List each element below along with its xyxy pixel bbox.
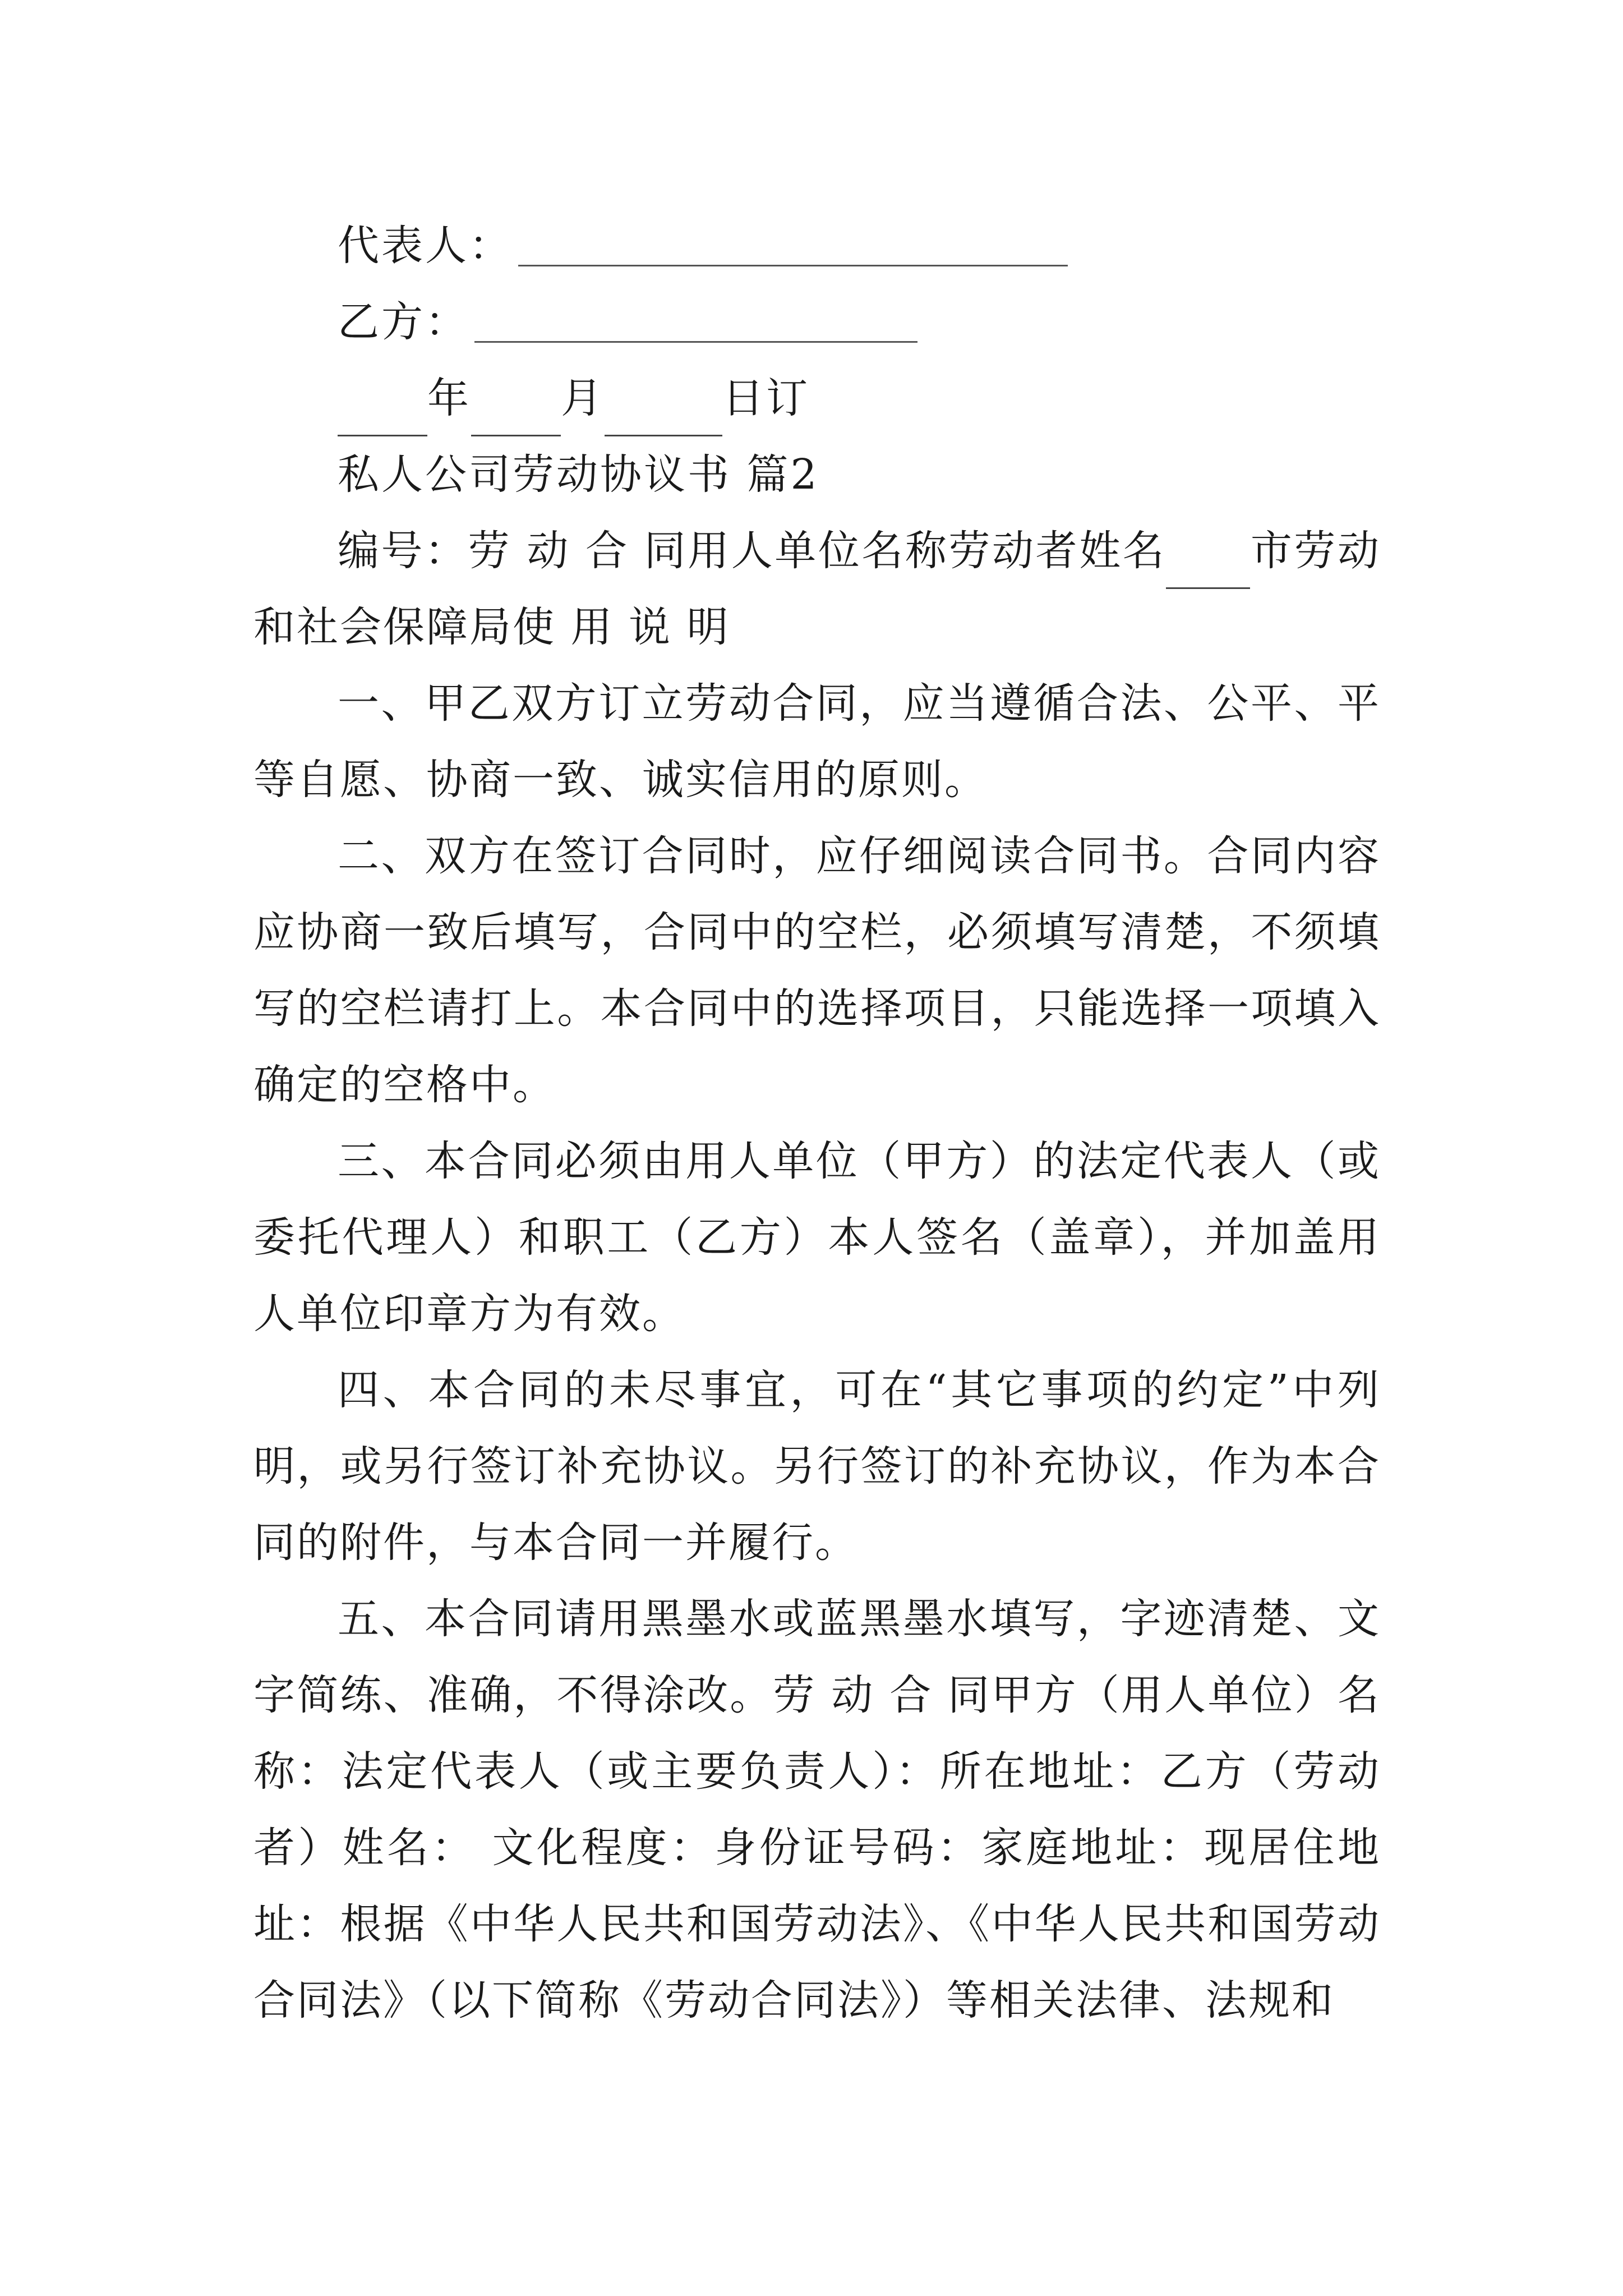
- intro-paragraph: [253, 513, 1381, 665]
- paragraph-1: 一、甲乙双方订立劳动合同，应当遵循合法、公平、平等自愿、协商一致、诚实信用的原则。: [253, 679, 1381, 804]
- day-label: 日订: [722, 374, 810, 422]
- party-b-label: 乙方：: [338, 298, 469, 346]
- representative-row: [253, 208, 1381, 284]
- document-page: [253, 208, 1381, 2039]
- representative-blank: [518, 226, 1068, 266]
- party-b-blank: [474, 302, 917, 343]
- month-blank: [471, 395, 561, 436]
- year-label: 年: [427, 374, 471, 422]
- intro-part1: 编号：劳 动 合 同用人单位名称劳动者姓名: [338, 527, 1166, 575]
- representative-label: 代表人：: [338, 222, 513, 270]
- section-heading: 私人公司劳动协议书 篇2: [338, 450, 819, 499]
- paragraph-5: 五、本合同请用黑墨水或蓝黑墨水填写，字迹清楚、文字简练、准确，不得涂改。劳 动 合 同甲方（用人单位）名称：法定代表人（或主要负责人）：所在地址：乙方（劳动者）姓名： 文化程度：身份证号码：家庭地址：现居住地址：根据《中华人民共和国劳动法》、《中华人民共和国劳动合同法》（以下简称《劳动合同法》）等相关法律、法规和: [253, 1595, 1381, 2024]
- date-row: [253, 360, 1381, 436]
- day-blank: [605, 395, 722, 436]
- intro-blank: [1166, 548, 1250, 589]
- paragraph-4: 四、本合同的未尽事宜，可在“其它事项的约定”中列明，或另行签订补充协议。另行签订的补充协议，作为本合同的附件，与本合同一并履行。: [253, 1366, 1381, 1567]
- year-blank: [338, 395, 427, 436]
- party-b-row: [253, 284, 1381, 360]
- paragraph-2: 二、双方在签订合同时，应仔细阅读合同书。合同内容应协商一致后填写，合同中的空栏，必须填写清楚，不须填写的空栏请打上。本合同中的选择项目，只能选择一项填入确定的空格中。: [253, 832, 1381, 1109]
- intro-part2: 市劳动和社会保障局使 用 说 明: [253, 527, 1381, 651]
- month-label: 月: [561, 374, 605, 422]
- paragraph-3: 三、本合同必须由用人单位（甲方）的法定代表人（或委托代理人）和职工（乙方）本人签名（盖章），并加盖用人单位印章方为有效。: [253, 1137, 1381, 1338]
